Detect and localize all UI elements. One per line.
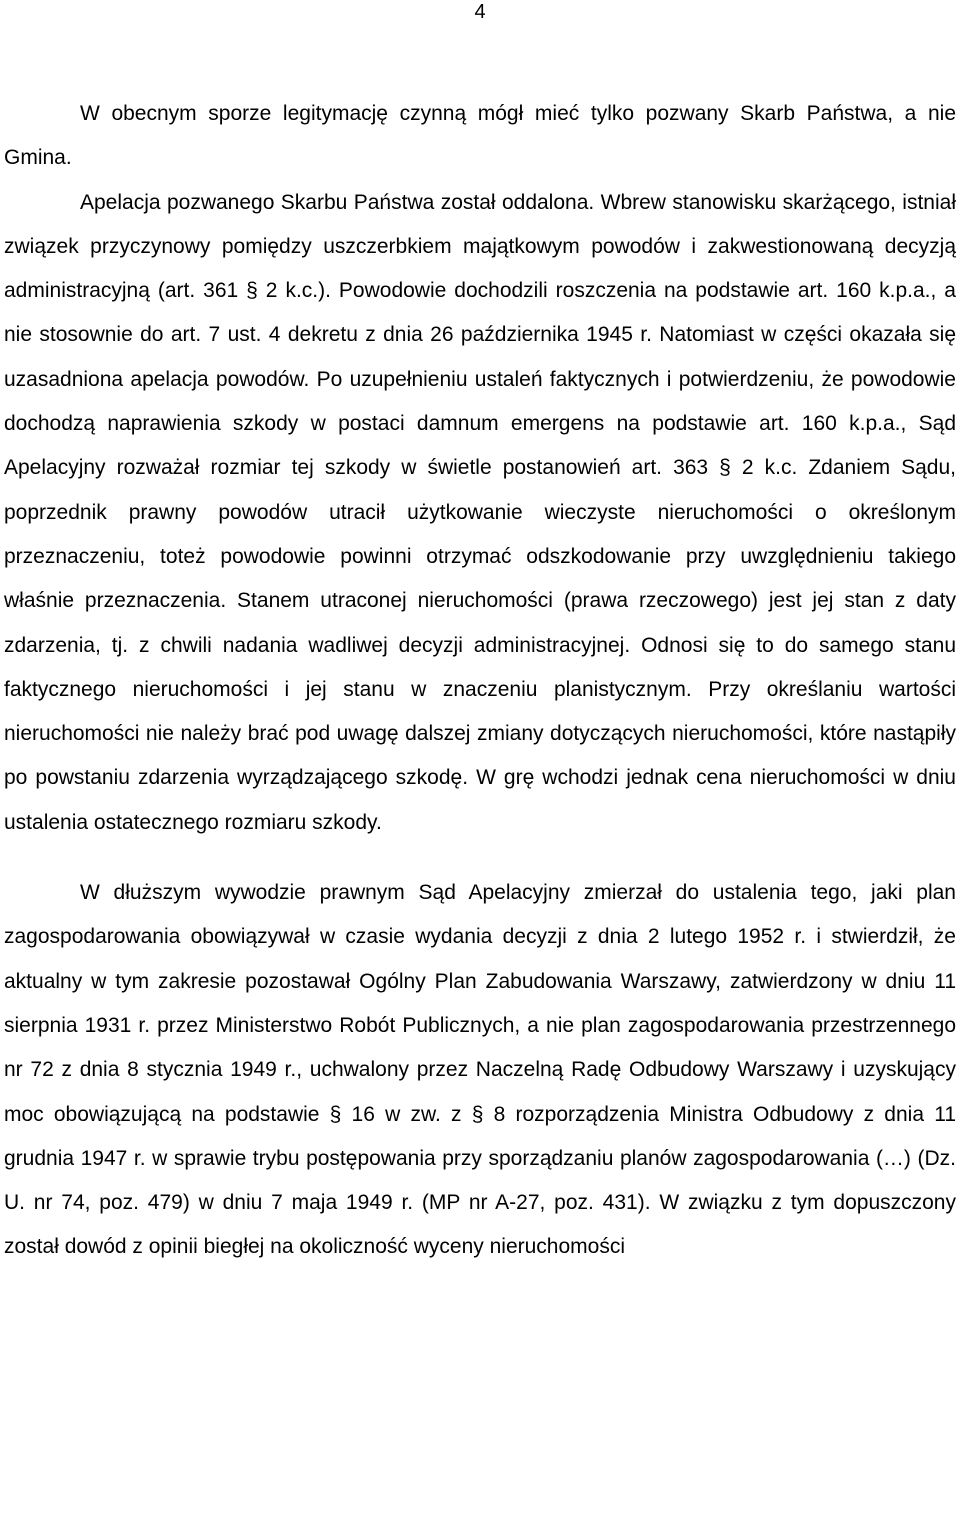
- document-body: [4, 92, 956, 1270]
- paragraph-zoning-plan: W dłuższym wywodzie prawnym Sąd Apelacyjny zmierzał do ustalenia tego, jaki plan zagospodarowania obowiązywał w czasie wydania decyzji z dnia 2 lutego 1952 r. i stwierdził, że aktualny w tym zakresie pozostawał Ogólny Plan Zabudowania Warszawy, zatwierdzony w dniu 11 sierpnia 1931 r. przez Ministerstwo Robót Publicznych, a nie plan zagospodarowania przestrzennego nr 72 z dnia 8 stycznia 1949 r., uchwalony przez Naczelną Radę Odbudowy Warszawy i uzyskujący moc obowiązującą na podstawie § 16 w zw. z § 8 rozporządzenia Ministra Odbudowy z dnia 11 grudnia 1947 r. w sprawie trybu postępowania przy sporządzaniu planów zagospodarowania (…) (Dz. U. nr 74, poz. 479) w dniu 7 maja 1949 r. (MP nr A-27, poz. 431). W związku z tym dopuszczony został dowód z opinii biegłej na okoliczność wyceny nieruchomości: [4, 881, 956, 1259]
- page-number: 4: [474, 1, 486, 23]
- paragraph-appeal-ruling: Apelacja pozwanego Skarbu Państwa został oddalona. Wbrew stanowisku skarżącego, istniał związek przyczynowy pomiędzy uszczerbkiem majątkowym powodów i zakwestionowaną decyzją administracyjną (art. 361 § 2 k.c.). Powodowie dochodzili roszczenia na podstawie art. 160 k.p.a., a nie stosownie do art. 7 ust. 4 dekretu z dnia 26 października 1945 r. Natomiast w części okazała się uzasadniona apelacja powodów. Po uzupełnieniu ustaleń faktycznych i potwierdzeniu, że powodowie dochodzą naprawienia szkody w postaci damnum emergens na podstawie art. 160 k.p.a., Sąd Apelacyjny rozważał rozmiar tej szkody w świetle postanowień art. 363 § 2 k.c. Zdaniem Sądu, poprzednik prawny powodów utracił użytkowanie wieczyste nieruchomości o określonym przeznaczeniu, toteż powodowie powinni otrzymać odszkodowanie przy uwzględnieniu takiego właśnie przeznaczenia. Stanem utraconej nieruchomości (prawa rzeczowego) jest jej stan z daty zdarzenia, tj. z chwili nadania wadliwej decyzji administracyjnej. Odnosi się to do samego stanu faktycznego nieruchomości i jej stanu w znaczeniu planistycznym. Przy określaniu wartości nieruchomości nie należy brać pod uwagę dalszej zmiany dotyczących nieruchomości, które nastąpiły po powstaniu zdarzenia wyrządzającego szkodę. W grę wchodzi jednak cena nieruchomości w dniu ustalenia ostatecznego rozmiaru szkody.: [4, 190, 956, 834]
- paragraph-legitimation: W obecnym sporze legitymację czynną mógł mieć tylko pozwany Skarb Państwa, a nie Gmina.: [4, 102, 956, 170]
